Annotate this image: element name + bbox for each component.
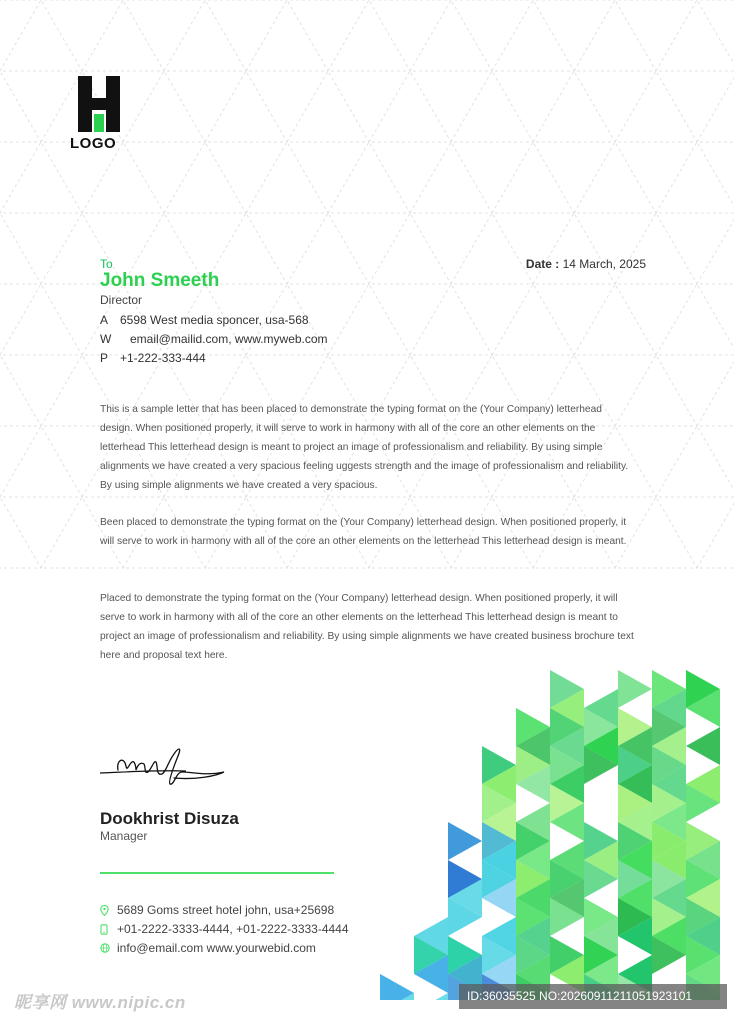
- body-paragraph-1: This is a sample letter that has been placed to demonstrate the typing format on the (Your Company) letterhead design. When positioned properly, it will serve to work in harmony with all of the core an other elements on the letterhead This letterhead design is meant to project an image of professionalism and reliability. By using simple alignments we have created a very spacious feeling uggests strength and the image of professionalism and reliability. By using simple alignments we have created a very spacious.: [100, 404, 629, 491]
- signer-title: Manager: [100, 829, 148, 843]
- recipient-name: John Smeeth: [100, 270, 220, 291]
- mosaic-triangle: [686, 727, 720, 765]
- signature-image: [96, 742, 228, 788]
- address-letter: A: [100, 313, 109, 327]
- footer-divider: [100, 872, 334, 874]
- watermark-right: ID:36035525 NO:20260911211051923101: [467, 989, 693, 1003]
- date-line: [526, 257, 646, 271]
- logo-text: LOGO: [70, 135, 117, 152]
- phone-letter: P: [100, 351, 109, 365]
- footer-phone-line: [100, 922, 349, 936]
- triangle-mosaic-decoration: [380, 670, 734, 1000]
- globe-icon: [100, 943, 117, 953]
- signer-name: Dookhrist Disuza: [100, 809, 239, 828]
- web-letter: W: [100, 332, 112, 346]
- mosaic-triangle: [618, 670, 652, 708]
- recipient-phone-line: [100, 351, 206, 365]
- recipient-address: 6598 West media sponcer, usa-568: [120, 313, 309, 327]
- date-label: Date :: [525, 257, 560, 271]
- mosaic-triangle: [448, 822, 482, 860]
- location-pin-icon: [100, 905, 117, 916]
- recipient-title: Director: [100, 293, 143, 307]
- watermark-left: 昵享网 www.nipic.cn: [14, 993, 186, 1012]
- footer-web: info@email.com www.yourwebid.com: [117, 941, 316, 955]
- footer-address: 5689 Goms street hotel john, usa+25698: [117, 903, 335, 917]
- recipient-address-line: [100, 313, 309, 327]
- to-label: To: [100, 257, 113, 271]
- body-paragraph-2: Been placed to demonstrate the typing format on the (Your Company) letterhead design. When positioned properly, it will serve to work in harmony with all of the core an other elements on the letterhead This letterhead design is meant.: [100, 517, 627, 547]
- date-value: 14 March, 2025: [562, 257, 646, 271]
- footer-address-line: [100, 903, 334, 917]
- phone-icon: [100, 924, 117, 935]
- footer-web-line: [100, 941, 316, 955]
- footer-phone: +01-2222-3333-4444, +01-2222-3333-4444: [117, 922, 349, 936]
- recipient-web: email@mailid.com, www.myweb.com: [130, 332, 328, 346]
- mosaic-triangle: [414, 993, 448, 1000]
- body-paragraph-3: Placed to demonstrate the typing format on the (Your Company) letterhead design. When positioned properly, it will serve to work in harmony with all of the core an other elements on the letterhead This letterhead design is meant to project an image of professionalism and reliability. By using simple alignments we have created business brochure text here and proposal text here.: [100, 593, 634, 661]
- recipient-phone: +1-222-333-444: [120, 351, 206, 365]
- recipient-web-line: [100, 332, 328, 346]
